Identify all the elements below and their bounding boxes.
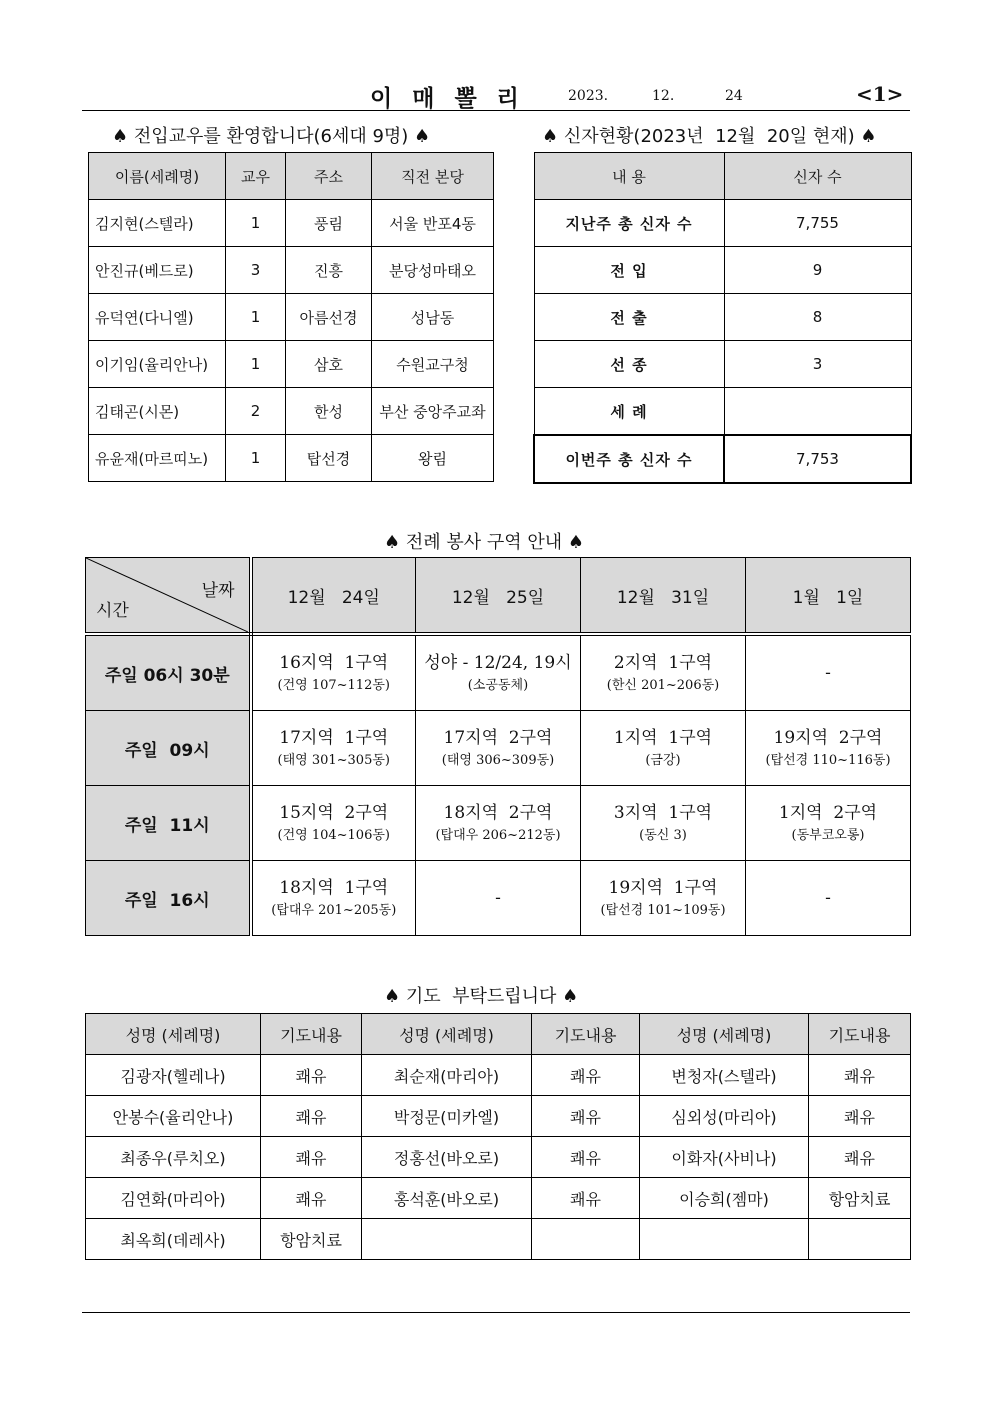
area-detail: (금강) (645, 753, 681, 768)
prayer-cell: 쾌유 (261, 1096, 362, 1137)
count-cell: 2 (226, 388, 286, 435)
time-cell: 주일 09시 (86, 711, 251, 786)
name-cell: 김광자(헬레나) (86, 1055, 261, 1096)
area-detail: (건영 107~112동) (277, 678, 390, 693)
column-header: 신자 수 (724, 153, 911, 200)
name-cell: 최옥희(데레사) (86, 1219, 261, 1260)
prayer-cell: 항암치료 (261, 1219, 362, 1260)
spade-icon: ♠ (542, 126, 559, 147)
area-cell (581, 711, 746, 786)
spade-icon: ♠ (112, 126, 129, 147)
newsletter-title: 이 매 뽈 리 (370, 86, 525, 112)
area-name: 17지역 1구역 (279, 728, 389, 748)
prayer-cell: 쾌유 (261, 1055, 362, 1096)
time-cell: 주일 16시 (86, 861, 251, 936)
area-cell (746, 711, 911, 786)
prayer-table (85, 1013, 911, 1260)
name-cell: 심외성(마리아) (640, 1096, 809, 1137)
header-rule (82, 110, 910, 111)
spade-icon: ♠ (384, 986, 401, 1007)
liturgy-table (85, 557, 911, 936)
prayer-cell: 항암치료 (809, 1178, 911, 1219)
area-name: 19지역 2구역 (773, 728, 883, 748)
table-row (86, 634, 911, 711)
welcome-table (88, 152, 494, 482)
stat-label: 세 례 (534, 388, 724, 436)
table-row (89, 435, 494, 482)
time-cell: 주일 06시 30분 (86, 634, 251, 711)
area-cell (416, 711, 581, 786)
area-name: 2지역 1구역 (613, 653, 713, 673)
area-cell (416, 786, 581, 861)
area-detail: (동부코오롱) (791, 828, 865, 843)
name-cell: 정홍선(바오로) (362, 1137, 532, 1178)
liturgy-title: 전례 봉사 구역 안내 (405, 532, 563, 553)
table-row (89, 200, 494, 247)
stat-value: 9 (724, 247, 911, 294)
count-cell: 3 (226, 247, 286, 294)
address-cell: 풍림 (286, 200, 372, 247)
address-cell: 아름선경 (286, 294, 372, 341)
column-header: 성명 (세례명) (640, 1014, 809, 1055)
parish-cell: 수원교구청 (372, 341, 494, 388)
area-detail: (건영 104~106동) (277, 828, 390, 843)
area-detail: (탑대우 201~205동) (271, 903, 397, 918)
spade-icon: ♠ (562, 986, 579, 1007)
table-row (86, 711, 911, 786)
address-cell: 한성 (286, 388, 372, 435)
stat-value: 7,753 (724, 435, 911, 483)
stat-label: 이번주 총 신자 수 (534, 435, 724, 483)
prayer-cell: 쾌유 (809, 1055, 911, 1096)
area-name: 1지역 2구역 (778, 803, 878, 823)
table-row (534, 247, 911, 294)
table-row (89, 294, 494, 341)
name-cell: 김지현(스텔라) (89, 200, 226, 247)
page-number: <1> (856, 82, 904, 106)
area-detail: (동신 3) (639, 828, 687, 843)
column-header: 성명 (세례명) (86, 1014, 261, 1055)
column-header: 기도내용 (261, 1014, 362, 1055)
column-header: 이름(세례명) (89, 153, 226, 200)
parish-cell: 서울 반포4동 (372, 200, 494, 247)
area-detail: (탑선경 101~109동) (600, 903, 726, 918)
table-row (86, 1219, 911, 1260)
members-title: 신자현황(2023년 12월 20일 현재) (563, 126, 855, 147)
name-cell: 변청자(스텔라) (640, 1055, 809, 1096)
spade-icon: ♠ (414, 126, 431, 147)
area-name: 3지역 1구역 (613, 803, 713, 823)
date-header: 12월 31일 (581, 558, 746, 635)
area-name: 17지역 2구역 (443, 728, 553, 748)
area-cell (746, 786, 911, 861)
table-row (534, 435, 911, 483)
members-table (533, 152, 912, 484)
corner-time-label: 시간 (96, 601, 129, 621)
name-cell: 안진규(베드로) (89, 247, 226, 294)
area-name: 15지역 2구역 (279, 803, 389, 823)
column-header: 교우 (226, 153, 286, 200)
parish-cell: 부산 중앙주교좌 (372, 388, 494, 435)
area-name: 성야 - 12/24, 19시 (424, 653, 572, 673)
address-cell: 삼호 (286, 341, 372, 388)
table-row (86, 786, 911, 861)
area-detail: (탑선경 110~116동) (765, 753, 891, 768)
stat-label: 선 종 (534, 341, 724, 388)
name-cell: 홍석훈(바오로) (362, 1178, 532, 1219)
prayer-cell: 쾌유 (809, 1096, 911, 1137)
area-cell (581, 861, 746, 936)
table-row (89, 247, 494, 294)
stat-value: 8 (724, 294, 911, 341)
column-header: 기도내용 (532, 1014, 640, 1055)
count-cell: 1 (226, 200, 286, 247)
column-header: 직전 본당 (372, 153, 494, 200)
time-cell: 주일 11시 (86, 786, 251, 861)
area-detail: (태영 301~305동) (277, 753, 390, 768)
name-cell (640, 1219, 809, 1260)
prayer-cell: 쾌유 (809, 1137, 911, 1178)
parish-cell: 성남동 (372, 294, 494, 341)
date-header: 12월 24일 (251, 558, 416, 635)
prayer-title: 기도 부탁드립니다 (405, 986, 557, 1007)
area-name: 18지역 2구역 (443, 803, 553, 823)
area-cell (416, 861, 581, 936)
prayer-cell: 쾌유 (532, 1096, 640, 1137)
prayer-cell: 쾌유 (532, 1055, 640, 1096)
parish-cell: 분당성마태오 (372, 247, 494, 294)
area-name: 16지역 1구역 (279, 653, 389, 673)
table-row (534, 294, 911, 341)
name-cell: 유덕연(다니엘) (89, 294, 226, 341)
area-cell (746, 634, 911, 711)
area-detail: (탑대우 206~212동) (435, 828, 561, 843)
table-row (86, 861, 911, 936)
stat-label: 전 출 (534, 294, 724, 341)
address-cell: 진흥 (286, 247, 372, 294)
area-name: - (495, 888, 501, 908)
stat-label: 전 입 (534, 247, 724, 294)
area-name: 19지역 1구역 (608, 878, 718, 898)
prayer-cell (809, 1219, 911, 1260)
table-row (534, 200, 911, 247)
name-cell: 이승희(젬마) (640, 1178, 809, 1219)
count-cell: 1 (226, 341, 286, 388)
spade-icon: ♠ (567, 532, 585, 553)
name-cell: 유윤재(마르띠노) (89, 435, 226, 482)
count-cell: 1 (226, 294, 286, 341)
table-row (86, 1055, 911, 1096)
table-row (534, 341, 911, 388)
area-detail: (한신 201~206동) (606, 678, 720, 693)
stat-value: 7,755 (724, 200, 911, 247)
area-detail: (태영 306~309동) (441, 753, 555, 768)
area-cell (416, 634, 581, 711)
name-cell: 이화자(사비나) (640, 1137, 809, 1178)
area-cell (581, 786, 746, 861)
column-header: 기도내용 (809, 1014, 911, 1055)
prayer-cell: 쾌유 (532, 1178, 640, 1219)
name-cell: 안봉수(율리안나) (86, 1096, 261, 1137)
stat-value (724, 388, 911, 436)
prayer-cell: 쾌유 (261, 1178, 362, 1219)
area-cell (251, 786, 416, 861)
parish-cell: 왕림 (372, 435, 494, 482)
area-cell (746, 861, 911, 936)
name-cell: 박정문(미카엘) (362, 1096, 532, 1137)
corner-header (86, 558, 251, 635)
date-header: 12월 25일 (416, 558, 581, 635)
stat-label: 지난주 총 신자 수 (534, 200, 724, 247)
liturgy-heading (384, 528, 584, 554)
date-day: 24 (725, 88, 743, 104)
name-cell (362, 1219, 532, 1260)
area-detail: (소공동체) (467, 678, 529, 693)
members-heading (542, 122, 877, 148)
table-row (534, 388, 911, 436)
prayer-cell (532, 1219, 640, 1260)
welcome-heading (112, 122, 430, 148)
area-name: 18지역 1구역 (279, 878, 389, 898)
column-header: 주소 (286, 153, 372, 200)
address-cell: 탑선경 (286, 435, 372, 482)
area-cell (251, 861, 416, 936)
stat-value: 3 (724, 341, 911, 388)
name-cell: 김연화(마리아) (86, 1178, 261, 1219)
area-cell (581, 634, 746, 711)
name-cell: 이기임(율리안나) (89, 341, 226, 388)
area-name: - (825, 888, 831, 908)
area-name: 1지역 1구역 (613, 728, 713, 748)
date-year: 2023. (568, 88, 609, 104)
date-header: 1월 1일 (746, 558, 911, 635)
spade-icon: ♠ (860, 126, 877, 147)
area-cell (251, 711, 416, 786)
area-cell (251, 634, 416, 711)
name-cell: 최순재(마리아) (362, 1055, 532, 1096)
column-header: 성명 (세례명) (362, 1014, 532, 1055)
prayer-cell: 쾌유 (261, 1137, 362, 1178)
spade-icon: ♠ (384, 532, 401, 553)
table-row (86, 1178, 911, 1219)
table-row (86, 1096, 911, 1137)
welcome-title: 전입교우를 환영합니다(6세대 9명) (133, 126, 409, 147)
footer-rule (82, 1312, 910, 1313)
name-cell: 최종우(루치오) (86, 1137, 261, 1178)
prayer-heading (384, 982, 578, 1008)
column-header: 내 용 (534, 153, 724, 200)
table-row (86, 1137, 911, 1178)
name-cell: 김태곤(시몬) (89, 388, 226, 435)
corner-date-label: 날짜 (201, 581, 235, 601)
table-row (89, 388, 494, 435)
date-month: 12. (652, 88, 675, 104)
prayer-cell: 쾌유 (532, 1137, 640, 1178)
area-name: - (825, 663, 831, 683)
table-row (89, 341, 494, 388)
count-cell: 1 (226, 435, 286, 482)
